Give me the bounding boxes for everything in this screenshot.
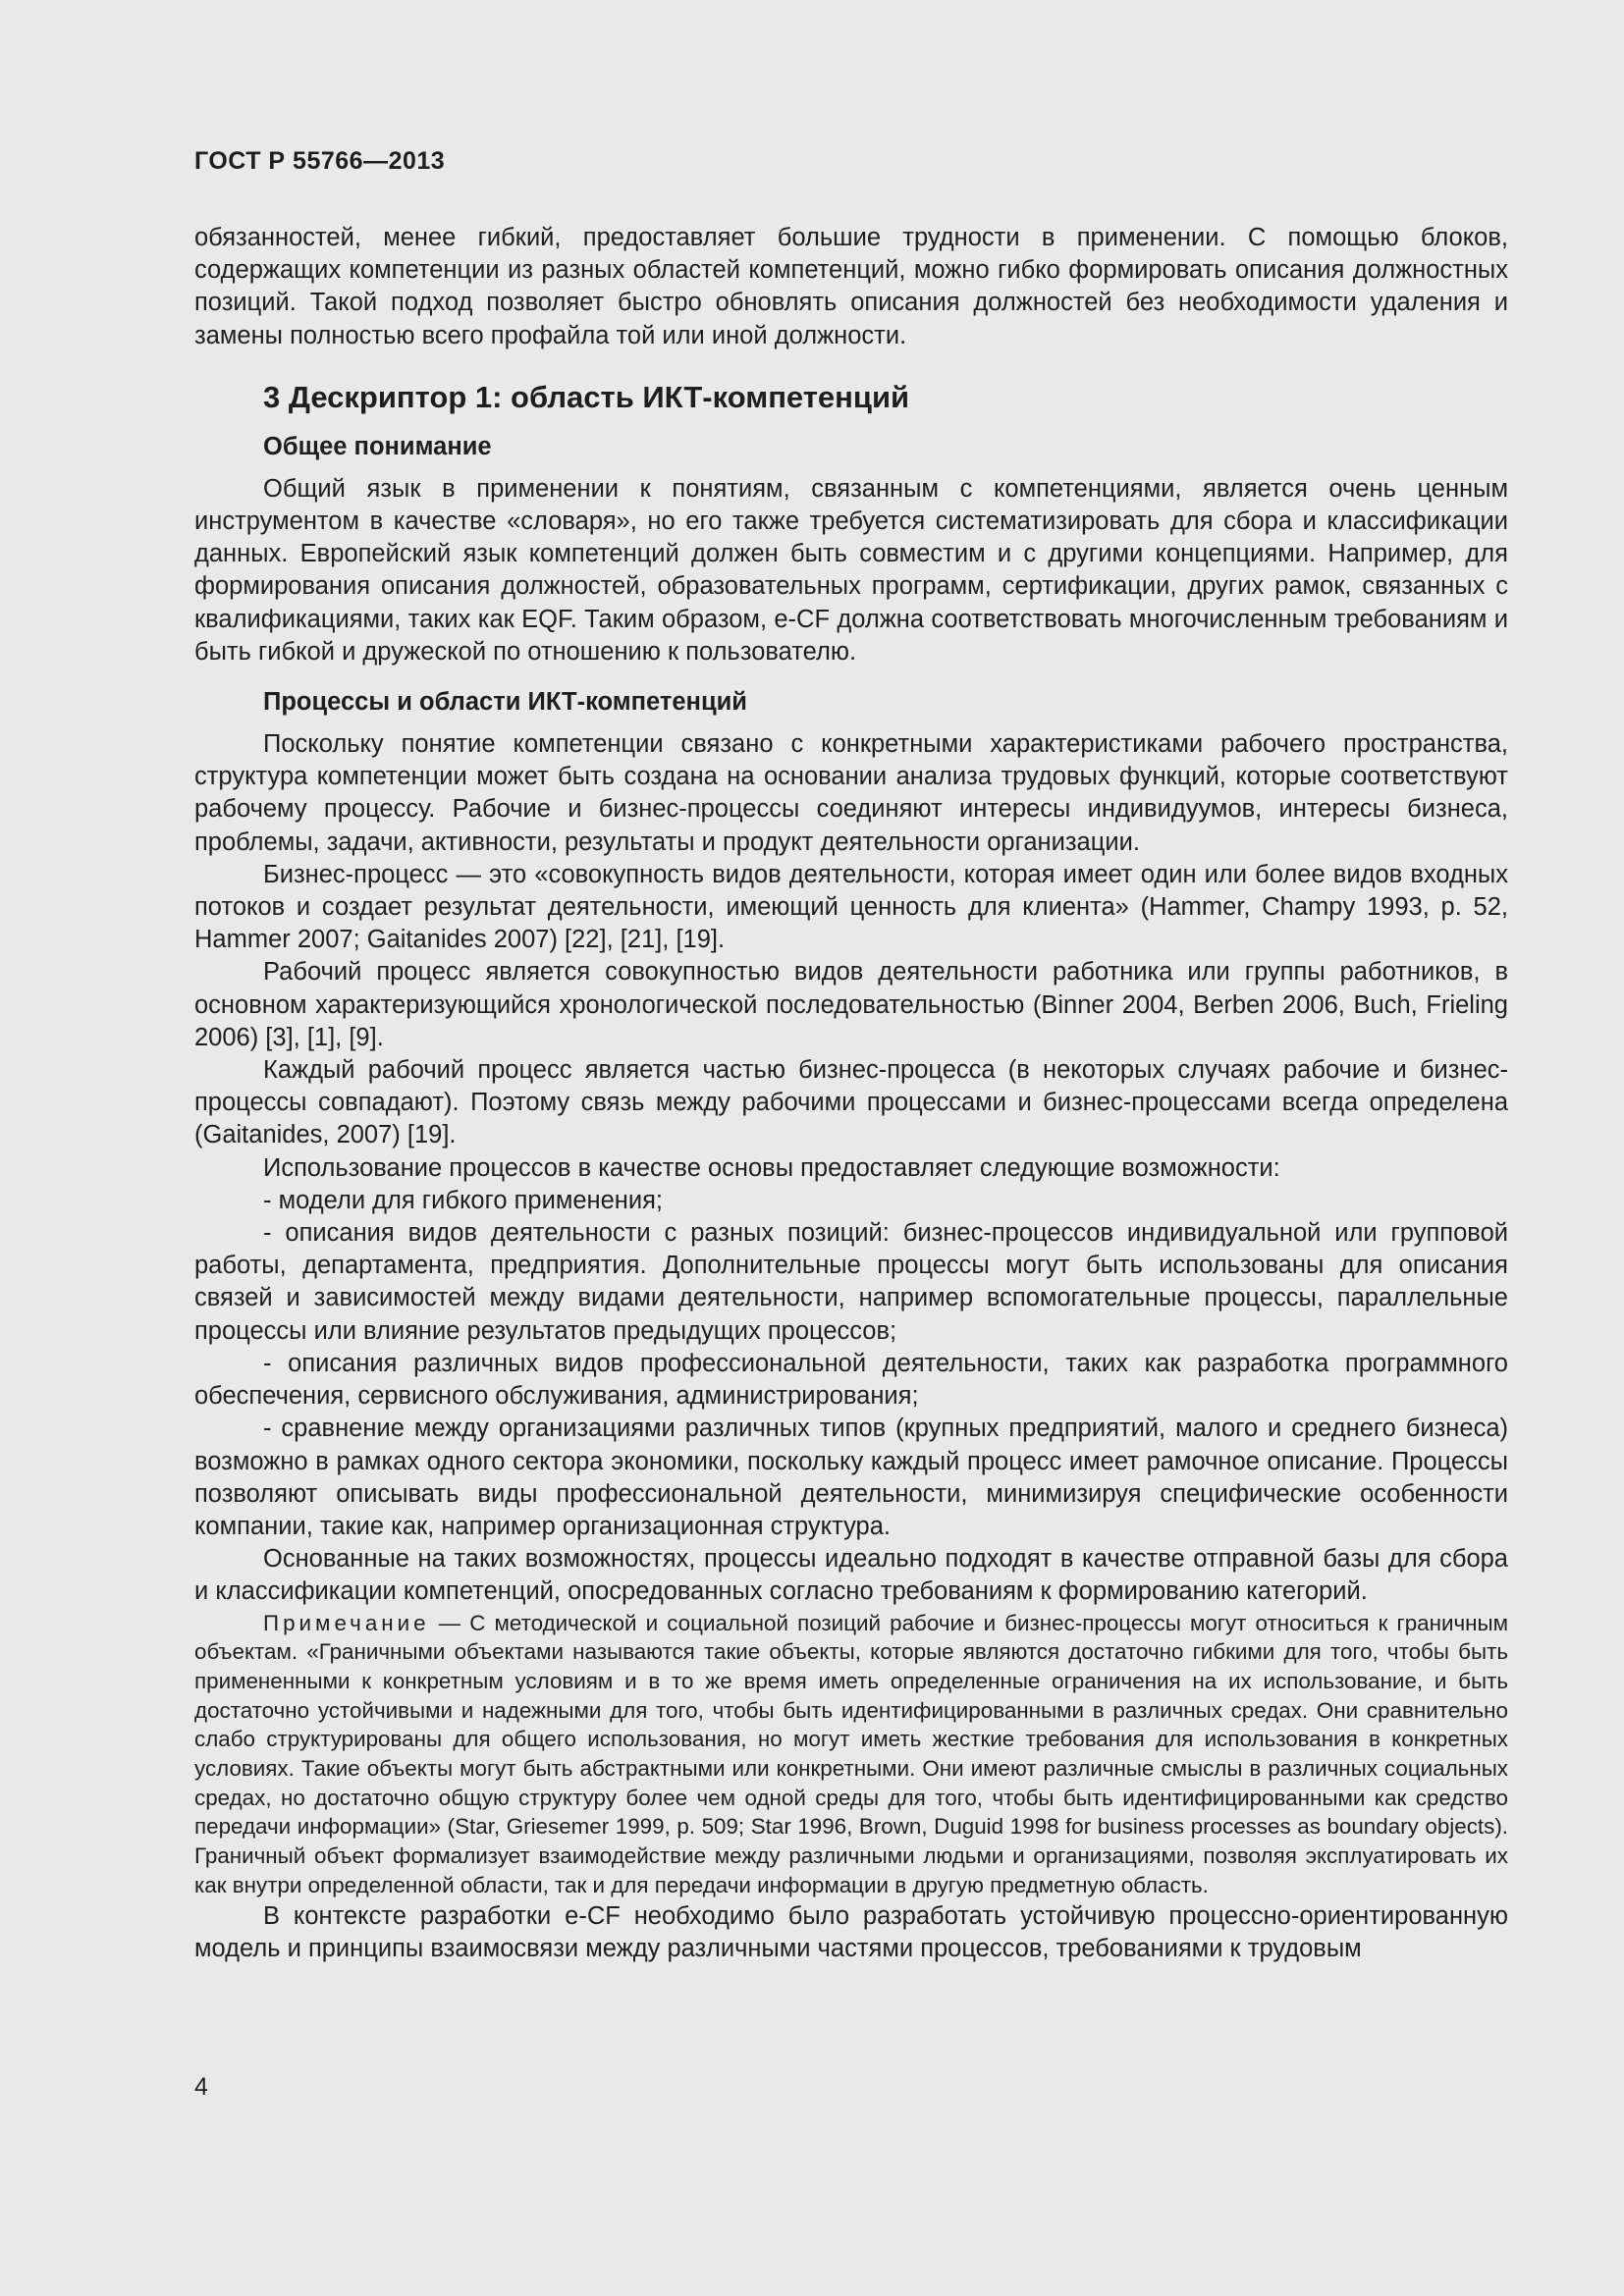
paragraph-conclusion: Основанные на таких возможностях, процессы идеально подходят в качестве отправной базы для сбора и классификации компетенций, опосредованных согласно требованиям к формированию категорий. bbox=[194, 1545, 1508, 1606]
list-item: - описания видов деятельности с разных позиций: бизнес-процессов индивидуальной или групповой работы, департамента, предприятия. Дополнительные процессы могут быть использованы для описания связей и зависимостей между видами деятельности, например вспомогательные процессы, параллельные процессы или влияние результатов предыдущих процессов; bbox=[194, 1219, 1508, 1345]
paragraph-general-understanding: Общий язык в применении к понятиям, связанным с компетенциями, является очень ценным инструментом в качестве «словаря», но его также требуется систематизировать для сбора и классификации данных. Европейский язык компетенций должен быть совместим и с другими концепциями. Например, для формирования описания должностей, образовательных программ, сертификации, других рамок, связанных с квалификациями, таких как EQF. Таким образом, e-CF должна соответствовать многочисленным требованиям и быть гибкой и дружеской по отношению к пользователю. bbox=[194, 474, 1508, 666]
note-label: Примечание bbox=[263, 1610, 430, 1635]
note-block bbox=[194, 1609, 1508, 1900]
subsection-title-processes: Процессы и области ИКТ-компетенций bbox=[263, 688, 747, 717]
list-item: - описания различных видов профессиональной деятельности, таких как разработка программного обеспечения, сервисного обслуживания, администрирования; bbox=[194, 1349, 1508, 1411]
paragraph-business-process: Бизнес-процесс — это «совокупность видов деятельности, которая имеет один или более видов входных потоков и создает результат деятельности, имеющий ценность для клиента» (Hammer, Champy 1993, p. 52, Hammer 2007; Gaitanides 2007) [22], [21], [19]. bbox=[194, 860, 1508, 954]
page-number: 4 bbox=[194, 2073, 208, 2101]
document-header: ГОСТ Р 55766—2013 bbox=[194, 147, 446, 175]
section-title: 3 Дескриптор 1: область ИКТ-компетенций bbox=[263, 379, 910, 414]
list-item: - модели для гибкого применения; bbox=[263, 1186, 664, 1214]
paragraph-ecf-context: В контексте разработки e-CF необходимо было разработать устойчивую процессно-ориентированную модель и принципы взаимосвязи между различными частями процессов, требованиями к трудовым bbox=[194, 1901, 1508, 1962]
paragraph-work-process: Рабочий процесс является совокупностью видов деятельности работника или группы работников, в основном характеризующийся хронологической последовательностью (Binner 2004, Berben 2006, Buch, Frieling 2006) [3], [1], [9]. bbox=[194, 958, 1508, 1051]
intro-paragraph: обязанностей, менее гибкий, предоставляет большие трудности в применении. С помощью блоков, содержащих компетенции из разных областей компетенций, можно гибко формировать описания должностных позиций. Такой подход позволяет быстро обновлять описания должностей без необходимости удаления и замены полностью всего профайла той или иной должности. bbox=[194, 224, 1508, 349]
paragraph-competence-concept: Поскольку понятие компетенции связано с конкретными характеристиками рабочего пространства, структура компетенции может быть создана на основании анализа трудовых функций, которые соответствуют рабочему процессу. Рабочие и бизнес-процессы соединяют интересы индивидуумов, интересы бизнеса, проблемы, задачи, активности, результаты и продукт деятельности организации. bbox=[194, 730, 1508, 856]
list-item: - сравнение между организациями различных типов (крупных предприятий, малого и среднего бизнеса) возможно в рамках одного сектора экономики, поскольку каждый процесс имеет рамочное описание. Процессы позволяют описывать виды профессиональной деятельности, минимизируя специфические особенности компании, такие как, например организационная структура. bbox=[194, 1415, 1508, 1540]
note-text: — С методической и социальной позиций рабочие и бизнес-процессы могут относиться к граничным объектам. «Граничными объектами называются такие объекты, которые являются достаточно гибкими для того, чтобы быть примененными к конкретным условиям и в то же время иметь определенные ограничения на их использование, и быть достаточно устойчивыми и надежными для того, чтобы быть идентифицированными в различных средах. Они сравнительно слабо структурированы для общего использования, но могут иметь жесткие требования для использования в конкретных условиях. Такие объекты могут быть абстрактными или конкретными. Они имеют различные смыслы в различных социальных средах, но достаточно общую структуру более чем одной среды для того, чтобы быть идентифицированными как средство передачи информации» (Star, Griesemer 1999, p. 509; Star 1996, Brown, Duguid 1998 for business processes as boundary objects). Граничный объект формализует взаимодействие между различными людьми и организациями, позволяя эксплуатировать их как внутри определенной области, так и для передачи информации в другую предметную область. bbox=[194, 1610, 1508, 1897]
paragraph-process-opportunities: Использование процессов в качестве основы предоставляет следующие возможности: bbox=[263, 1153, 1280, 1182]
document-body bbox=[194, 222, 1508, 1965]
paragraph-work-business-relation: Каждый рабочий процесс является частью бизнес-процесса (в некоторых случаях рабочие и бизнес-процессы совпадают). Поэтому связь между рабочими процессами и бизнес-процессами всегда определена (Gaitanides, 2007) [19]. bbox=[194, 1056, 1508, 1149]
subsection-title-general: Общее понимание bbox=[263, 432, 492, 460]
